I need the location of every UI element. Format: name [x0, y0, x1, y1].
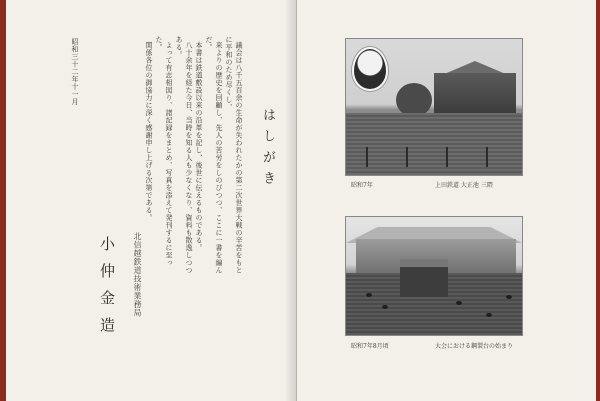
photo-top-caption-place: 上田鉄道 大正池 三隈 — [435, 182, 493, 189]
flood-photo-bottom — [345, 216, 523, 336]
swimmer — [366, 293, 372, 297]
swimmer — [456, 301, 462, 305]
photo-bottom-caption-date: 昭和7年8月頃 — [351, 343, 389, 350]
swimmer — [486, 313, 492, 317]
left-page — [6, 0, 297, 401]
preface-body-text: 議会は八千五百余の生命が失われたかの第二次世界大戦の辛苦をもとに平和のため尽くし、 来よりの歴史を回顧し、先人の苦労をしのびつつ、ここに一書を編んだ。 本書は鉄道敷設以来の沿革を記し、後世に伝えるものである。 八十余年を経た今日、当時を知る人も少なくなり、資料も散逸しつつある。 よって有志相図り、諸記録をまとめ、写真を添えて発刊するに至った。 関係各位の御協力に深く感謝申し上げる次第である。 — [145, 36, 243, 274]
book-spread — [6, 0, 596, 401]
preface-title: はしがき — [260, 108, 275, 192]
swimmer — [382, 305, 388, 309]
author-affiliation: 北信越鉄道技術業務局 — [133, 232, 142, 317]
fence-posts — [346, 117, 522, 175]
building-shape — [434, 73, 516, 117]
trees-shape — [396, 83, 432, 117]
photo-bottom-caption-event: 大会における鋼製台の始まり — [435, 343, 514, 350]
boat-shape — [400, 259, 448, 297]
author-name: 小仲金造 — [98, 236, 116, 344]
photo-top-caption-date: 昭和7年 — [351, 182, 373, 189]
right-page — [297, 0, 596, 401]
swimmer — [506, 295, 512, 299]
flood-photo-top — [345, 38, 523, 176]
preface-date: 昭和三十二年十一月 — [71, 38, 79, 106]
portrait-inset — [352, 47, 388, 91]
